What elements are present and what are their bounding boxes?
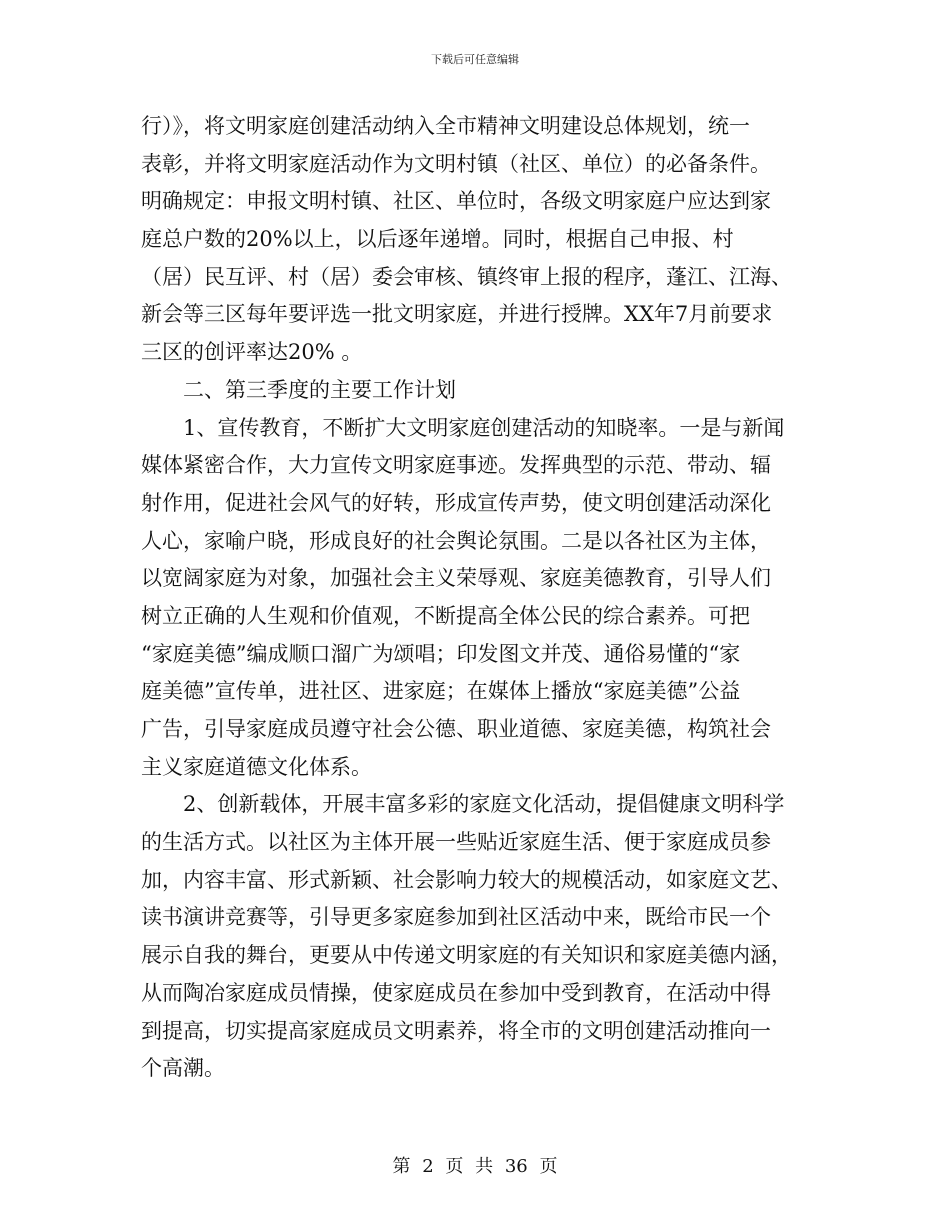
- text-line: 个高潮。: [141, 1056, 225, 1081]
- text-line: 人心，家喻户晓，形成良好的社会舆论氛围。二是以各社区为主体，: [141, 528, 771, 553]
- text-line: 以宽阔家庭为对象，加强社会主义荣辱观、家庭美德教育，引导人们: [141, 566, 771, 591]
- text-line: 表彰，并将文明家庭活动作为文明村镇（社区、单位）的必备条件。: [141, 151, 771, 176]
- page-number: 第 2 页 共 36 页: [392, 1156, 558, 1177]
- document-body: [141, 108, 811, 1088]
- text-line: 到提高，切实提高家庭成员文明素养，将全市的文明创建活动推向一: [141, 1018, 771, 1043]
- page-footer: [0, 1156, 950, 1178]
- text-line: 广告，引导家庭成员遵守社会公德、职业道德、家庭美德，构筑社会: [141, 717, 771, 741]
- text-line: 庭总户数的20%以上，以后逐年递增。同时，根据自己申报、村: [141, 227, 734, 252]
- text-line: 媒体紧密合作，大力宣传文明家庭事迹。发挥典型的示范、带动、辐: [141, 453, 771, 478]
- section-heading: 二、第三季度的主要工作计划: [183, 377, 456, 402]
- text-line: 庭美德”宣传单，进社区、进家庭；在媒体上播放“家庭美德”公益: [141, 679, 741, 704]
- text-line: 行）》，将文明家庭创建活动纳入全市精神文明建设总体规划，统一: [141, 114, 750, 138]
- header-note: 下载后可任意编辑: [431, 53, 519, 66]
- text-line: 的生活方式。以社区为主体开展一些贴近家庭生活、便于家庭成员参: [141, 830, 771, 855]
- text-line: 主义家庭道德文化体系。: [141, 754, 372, 779]
- text-line: 明确规定：申报文明村镇、社区、单位时，各级文明家庭户应达到家: [141, 189, 771, 214]
- text-line: 2、创新载体，开展丰富多彩的家庭文化活动，提倡健康文明科学: [183, 792, 785, 817]
- text-line: 1、宣传教育，不断扩大文明家庭创建活动的知晓率。一是与新闻: [183, 415, 785, 440]
- text-line: “家庭美德”编成顺口溜广为颂唱；印发图文并茂、通俗易懂的“家: [141, 641, 741, 666]
- text-line: 树立正确的人生观和价值观，不断提高全体公民的综合素养。可把: [141, 603, 750, 628]
- text-line: （居）民互评、村（居）委会审核、镇终审上报的程序，蓬江、江海、: [141, 264, 792, 289]
- text-line: 从而陶冶家庭成员情操，使家庭成员在参加中受到教育，在活动中得: [141, 980, 771, 1005]
- text-line: 读书演讲竞赛等，引导更多家庭参加到社区活动中来，既给市民一个: [141, 905, 771, 930]
- text-line: 展示自我的舞台，更要从中传递文明家庭的有关知识和家庭美德内涵，: [141, 943, 792, 968]
- text-line: 射作用，促进社会风气的好转，形成宣传声势，使文明创建活动深化: [141, 490, 771, 515]
- text-line: 新会等三区每年要评选一批文明家庭，并进行授牌。XX年7月前要求: [141, 302, 773, 327]
- text-line: 三区的创评率达20% 。: [141, 340, 363, 365]
- text-line: 加，内容丰富、形式新颖、社会影响力较大的规模活动，如家庭文艺、: [141, 867, 792, 892]
- page-header: [0, 53, 950, 67]
